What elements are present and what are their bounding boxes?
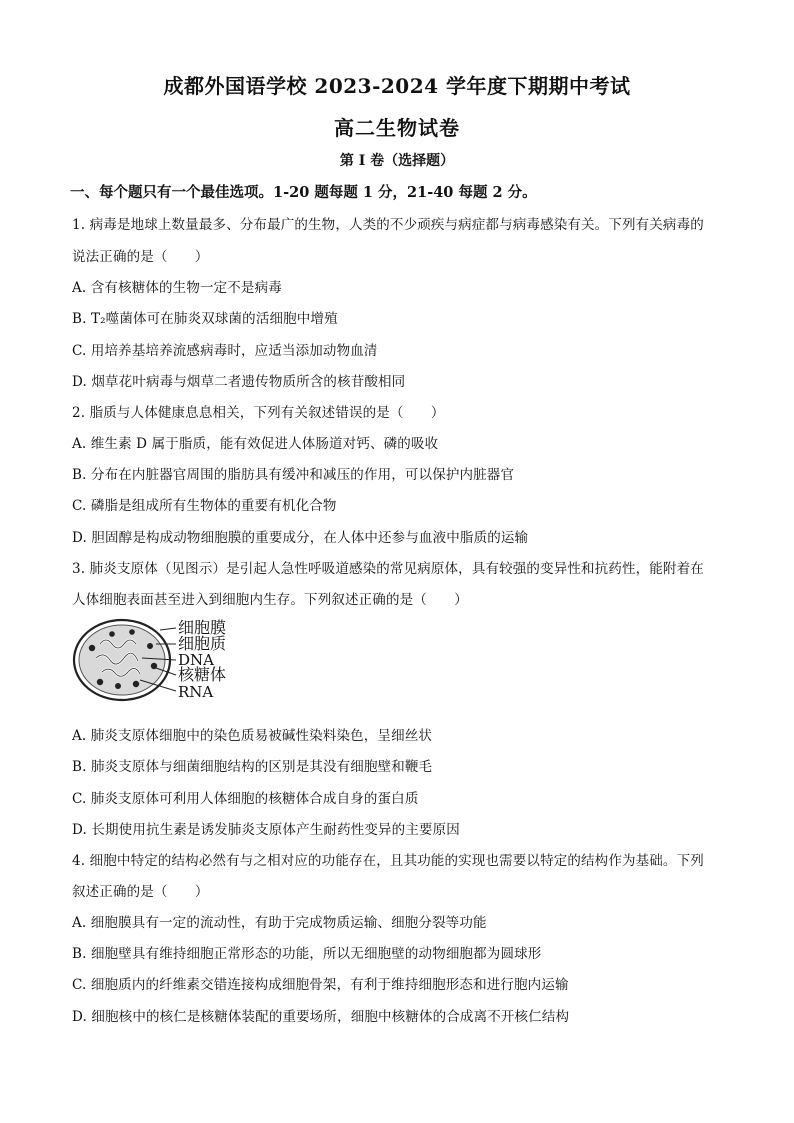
question-1-option-b: B. T₂噬菌体可在肺炎双球菌的活细胞中增殖 (72, 311, 338, 327)
label-rna: RNA (178, 683, 214, 701)
question-4-option-d: D. 细胞核中的核仁是核糖体装配的重要场所，细胞中核糖体的合成离不开核仁结构 (72, 1009, 570, 1025)
question-4-stem-line-2: 叙述正确的是（ ） (72, 884, 209, 900)
mycoplasma-diagram (70, 614, 290, 704)
question-1-option-a: A. 含有核糖体的生物一定不是病毒 (72, 280, 282, 296)
question-1-stem-line-2: 说法正确的是（ ） (72, 249, 209, 265)
exam-subtitle: 高二生物试卷 (334, 116, 460, 140)
ribosome-dot (129, 629, 135, 635)
question-4-option-b: B. 细胞壁具有维持细胞正常形态的功能，所以无细胞壁的动物细胞都为圆球形 (72, 946, 542, 962)
label-cell-membrane: 细胞膜 (178, 618, 227, 637)
part-heading: 第 I 卷（选择题） (339, 153, 455, 169)
section-instructions: 一、每个题只有一个最佳选项。1-20 题每题 1 分，21-40 每题 2 分。 (70, 184, 537, 201)
ribosome-dot (147, 643, 153, 649)
leader-line-membrane (160, 628, 176, 630)
ribosome-dot (109, 631, 115, 637)
question-1-stem-line-1: 1. 病毒是地球上数量最多、分布最广的生物，人类的不少顽疾与病症都与病毒感染有关。下列有关病毒的 (72, 217, 704, 233)
question-2-option-a: A. 维生素 D 属于脂质，能有效促进人体肠道对钙、磷的吸收 (72, 436, 439, 452)
question-3-option-b: B. 肺炎支原体与细菌细胞结构的区别是其没有细胞壁和鞭毛 (72, 759, 433, 775)
question-4-stem-line-1: 4. 细胞中特定的结构必然有与之相对应的功能存在，且其功能的实现也需要以特定的结构作为基础。下列 (72, 853, 704, 869)
ribosome-dot (115, 683, 121, 689)
exam-title: 成都外国语学校 2023-2024 学年度下期期中考试 (163, 74, 631, 98)
question-4-option-c: C. 细胞质内的纤维素交错连接构成细胞骨架，有利于维持细胞形态和进行胞内运输 (72, 977, 569, 993)
question-2-option-b: B. 分布在内脏器官周围的脂肪具有缓冲和减压的作用，可以保护内脏器官 (72, 467, 515, 483)
question-1-option-c: C. 用培养基培养流感病毒时，应适当添加动物血清 (72, 343, 378, 359)
question-2-option-d: D. 胆固醇是构成动物细胞膜的重要成分，在人体中还参与血液中脂质的运输 (72, 530, 529, 546)
question-2-option-c: C. 磷脂是组成所有生物体的重要有机化合物 (72, 498, 337, 514)
label-cytoplasm: 细胞质 (178, 634, 227, 653)
question-4-option-a: A. 细胞膜具有一定的流动性，有助于完成物质运输、细胞分裂等功能 (72, 915, 487, 931)
ribosome-dot (133, 681, 139, 687)
question-3-option-d: D. 长期使用抗生素是诱发肺炎支原体产生耐药性变异的主要原因 (72, 822, 460, 838)
ribosome-dot (97, 679, 103, 685)
label-dna: DNA (178, 651, 214, 669)
question-1-option-d: D. 烟草花叶病毒与烟草二者遗传物质所含的核苷酸相同 (72, 374, 406, 390)
question-3-option-c: C. 肺炎支原体可利用人体细胞的核糖体合成自身的蛋白质 (72, 791, 419, 807)
question-3-stem-line-2: 人体细胞表面甚至进入到细胞内生存。下列叙述正确的是（ ） (72, 592, 468, 608)
question-2-stem-line-1: 2. 脂质与人体健康息息相关，下列有关叙述错误的是（ ） (72, 405, 445, 421)
question-3-option-a: A. 肺炎支原体细胞中的染色质易被碱性染料染色，呈细丝状 (72, 728, 433, 744)
label-ribosome: 核糖体 (178, 665, 227, 684)
question-3-stem-line-1: 3. 肺炎支原体（见图示）是引起人急性呼吸道感染的常见病原体，具有较强的变异性和抗药性，能附着在 (72, 561, 704, 577)
ribosome-dot (89, 645, 95, 651)
